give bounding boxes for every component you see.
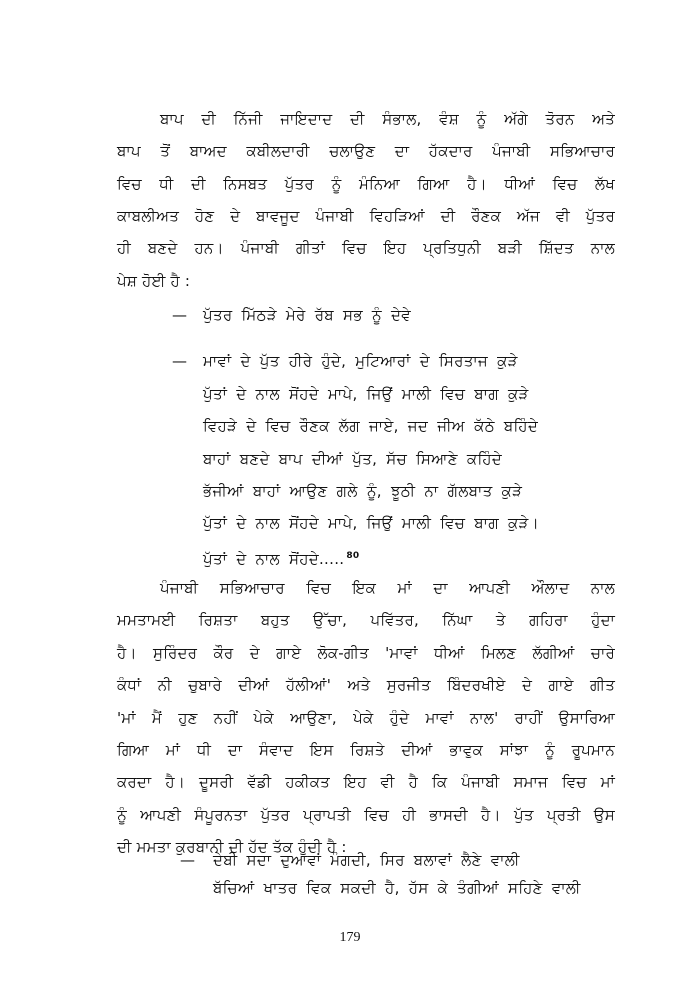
paragraph-line: ਪੇਸ਼ ਹੋਈ ਹੈ : — [117, 272, 191, 290]
verse-line: ਪੁੱਤਰ ਮਿੱਠੜੇ ਮੇਰੇ ਰੱਬ ਸਭ ਨੂੰ ਦੇਵੇ — [203, 306, 411, 324]
em-dash: — — [172, 352, 187, 370]
paragraph-line: ਬਾਪ ਦੀ ਨਿੱਜੀ ਜਾਇਦਾਦ ਦੀ ਸੰਭਾਲ, ਵੰਸ਼ ਨੂੰ ਅੱਗੇ ਤੋਰਨ ਅਤੇ — [160, 110, 615, 128]
paragraph-line: ਨੂੰ ਆਪਣੀ ਸੰਪੂਰਨਤਾ ਪੁੱਤਰ ਪ੍ਰਾਪਤੀ ਵਿਚ ਹੀ ਭਾਸਦੀ ਹੈ। ਪੁੱਤ ਪ੍ਰਤੀ ਉਸ — [117, 806, 615, 824]
verse-line: ਮਾਵਾਂ ਦੇ ਪੁੱਤ ਹੀਰੇ ਹੁੰਦੇ, ਮੁਟਿਆਰਾਂ ਦੇ ਸਿਰਤਾਜ ਕੁੜੇ — [203, 352, 518, 370]
paragraph-line: ਦੀ ਮਮਤਾ ਕੁਰਬਾਨੀ ਦੀ ਹੱਦ ਤੱਕ ਹੁੰਦੀ ਹੈ : — [117, 838, 347, 856]
verse-line: ਭੱਜੀਆਂ ਬਾਹਾਂ ਆਉਣ ਗਲੇ ਨੂੰ, ਝੂਠੀ ਨਾ ਗੱਲਬਾਤ ਕੁੜੇ — [203, 482, 523, 500]
page-number: 179 — [339, 930, 361, 945]
verse-line: ਪੁੱਤਾਂ ਦੇ ਨਾਲ ਸੋਂਹਦੇ ਮਾਪੇ, ਜਿਉਂ ਮਾਲੀ ਵਿਚ ਬਾਗ ਕੁੜੇ। — [203, 514, 540, 532]
paragraph-line: ਵਿਚ ਧੀ ਦੀ ਨਿਸਬਤ ਪੁੱਤਰ ਨੂੰ ਮੰਨਿਆ ਗਿਆ ਹੈ। ਧੀਆਂ ਵਿਚ ਲੱਖ — [117, 175, 615, 193]
em-dash: — — [180, 851, 195, 869]
footnote-reference[interactable]: 80 — [346, 551, 360, 561]
paragraph-line: ਬਾਪ ਤੋਂ ਬਾਅਦ ਕਬੀਲਦਾਰੀ ਚਲਾਉਣ ਦਾ ਹੱਕਦਾਰ ਪੰਜਾਬੀ ਸਭਿਆਚਾਰ — [117, 142, 615, 160]
verse-line: ਵਿਹੜੇ ਦੇ ਵਿਚ ਰੌਣਕ ਲੱਗ ਜਾਏ, ਜਦ ਜੀਅ ਕੱਠੇ ਬਹਿੰਦੇ — [203, 417, 539, 435]
verse-line: ਪੁੱਤਾਂ ਦੇ ਨਾਲ ਸੋਂਹਦੇ ਮਾਪੇ, ਜਿਉਂ ਮਾਲੀ ਵਿਚ ਬਾਗ ਕੁੜੇ — [203, 385, 529, 403]
verse-text: ਪੁੱਤਾਂ ਦੇ ਨਾਲ ਸੋਂਹਦੇ..... — [203, 550, 345, 568]
paragraph-line: ਪੰਜਾਬੀ ਸਭਿਆਚਾਰ ਵਿਚ ਇਕ ਮਾਂ ਦਾ ਆਪਣੀ ਔਲਾਦ ਨਾਲ — [160, 579, 615, 597]
paragraph-line: ਕਰਦਾ ਹੈ। ਦੂਸਰੀ ਵੱਡੀ ਹਕੀਕਤ ਇਹ ਵੀ ਹੈ ਕਿ ਪੰਜਾਬੀ ਸਮਾਜ ਵਿਚ ਮਾਂ — [117, 773, 615, 791]
verse-line: ਦੇਬੀ ਸਦਾ ਦੁਆਵਾਂ ਮੰਗਦੀ, ਸਿਰ ਬਲਾਵਾਂ ਲੈਣੇ ਵਾਲੀ — [213, 851, 520, 869]
paragraph-line: ਮਮਤਾਮਈ ਰਿਸ਼ਤਾ ਬਹੁਤ ਉੱਚਾ, ਪਵਿੱਤਰ, ਨਿੱਘਾ ਤੇ ਗਹਿਰਾ ਹੁੰਦਾ — [117, 611, 615, 629]
verse-line — [203, 546, 359, 569]
verse-line: ਬੱਚਿਆਂ ਖਾਤਰ ਵਿਕ ਸਕਦੀ ਹੈ, ਹੱਸ ਕੇ ਤੰਗੀਆਂ ਸਹਿਣੇ ਵਾਲੀ — [213, 879, 581, 897]
em-dash: — — [172, 306, 187, 324]
paragraph-line: ਕੰਧਾਂ ਨੀ ਚੁਬਾਰੇ ਦੀਆਂ ਹੱਲੀਆਂ' ਅਤੇ ਸੁਰਜੀਤ ਬਿੰਦਰਖੀਏ ਦੇ ਗਾਏ ਗੀਤ — [117, 676, 615, 694]
paragraph-line: ਹੈ। ਸੁਰਿੰਦਰ ਕੌਰ ਦੇ ਗਾਏ ਲੋਕ-ਗੀਤ 'ਮਾਵਾਂ ਧੀਆਂ ਮਿਲਣ ਲੱਗੀਆਂ ਚਾਰੇ — [117, 644, 615, 662]
paragraph-line: ਗਿਆ ਮਾਂ ਧੀ ਦਾ ਸੰਵਾਦ ਇਸ ਰਿਸ਼ਤੇ ਦੀਆਂ ਭਾਵੁਕ ਸਾਂਝਾ ਨੂੰ ਰੂਪਮਾਨ — [117, 741, 615, 759]
paragraph-line: ਕਾਬਲੀਅਤ ਹੋਣ ਦੇ ਬਾਵਜੂਦ ਪੰਜਾਬੀ ਵਿਹੜਿਆਂ ਦੀ ਰੌਣਕ ਅੱਜ ਵੀ ਪੁੱਤਰ — [117, 207, 615, 225]
paragraph-line: ਹੀ ਬਣਦੇ ਹਨ। ਪੰਜਾਬੀ ਗੀਤਾਂ ਵਿਚ ਇਹ ਪ੍ਰਤਿਧੁਨੀ ਬੜੀ ਸ਼ਿੱਦਤ ਨਾਲ — [117, 239, 615, 257]
verse-line: ਬਾਹਾਂ ਬਣਦੇ ਬਾਪ ਦੀਆਂ ਪੁੱਤ, ਸੱਚ ਸਿਆਣੇ ਕਹਿੰਦੇ — [203, 450, 503, 468]
paragraph-line: 'ਮਾਂ ਮੈਂ ਹੁਣ ਨਹੀਂ ਪੇਕੇ ਆਉਣਾ, ਪੇਕੇ ਹੁੰਦੇ ਮਾਵਾਂ ਨਾਲ' ਰਾਹੀਂ ਉਸਾਰਿਆ — [117, 709, 615, 727]
